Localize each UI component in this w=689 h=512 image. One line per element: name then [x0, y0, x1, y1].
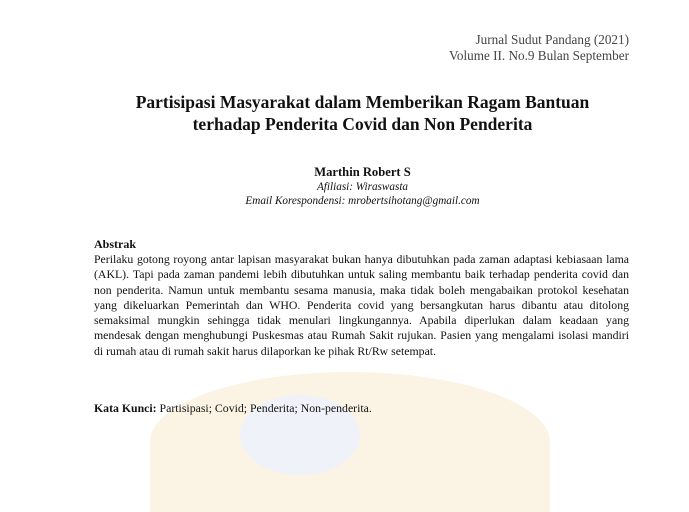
article-title-line-1: Partisipasi Masyarakat dalam Memberikan Ragam Bantuan: [135, 92, 590, 112]
journal-header: [449, 32, 629, 64]
article-title-line-2: terhadap Penderita Covid dan Non Penderita: [192, 114, 533, 134]
author-name: Marthin Robert S: [314, 165, 411, 179]
abstract-heading: Abstrak: [94, 237, 137, 251]
author-email: Email Korespondensi: mrobertsihotang@gmail.com: [245, 195, 480, 207]
journal-name: Jurnal Sudut Pandang (2021): [475, 32, 629, 47]
author-affiliation: Afiliasi: Wiraswasta: [316, 181, 409, 193]
article-title: [0, 91, 689, 135]
abstract-section: [94, 237, 629, 359]
author-block: [0, 165, 689, 208]
journal-volume: Volume II. No.9 Bulan September: [449, 48, 629, 63]
keywords-section: [94, 401, 372, 416]
keywords-label: Kata Kunci:: [94, 401, 157, 415]
keywords-value: Partisipasi; Covid; Penderita; Non-penderita.: [159, 401, 372, 415]
abstract-body: Perilaku gotong royong antar lapisan masyarakat bukan hanya dibutuhkan pada zaman adaptasi kebiasaan lama (AKL). Tapi pada zaman pandemi lebih dibutuhkan untuk saling membantu baik terhadap penderita covid dan non penderita. Namun untuk membantu sesama manusia, maka tidak boleh mengabaikan protokol kesehatan yang dikeluarkan Pemerintah dan WHO. Penderita covid yang bersangkutan harus dibantu atau ditolong semaksimal mungkin sehingga tidak menulari lingkungannya. Apabila diperlukan dalam keadaan yang mendesak dengan menghubungi Puskesmas atau Rumah Sakit rujukan. Pasien yang mengalami isolasi mandiri di rumah atau di rumah sakit harus dilaporkan ke pihak Rt/Rw setempat.: [94, 252, 629, 358]
